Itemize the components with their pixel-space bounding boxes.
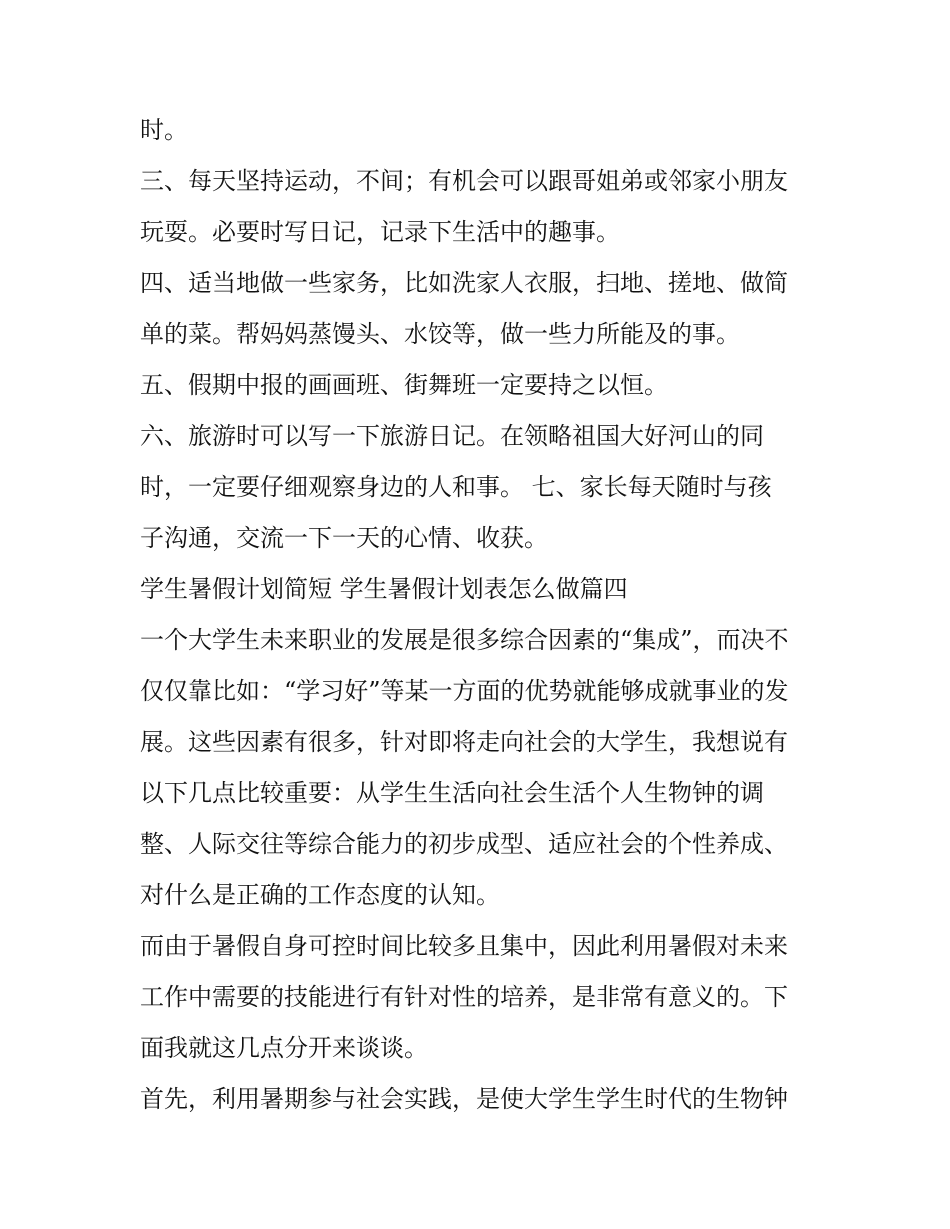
- text-line: 一个大学生未来职业的发展是很多综合因素的“集成”，而决不: [140, 626, 789, 654]
- text-line: 时。: [140, 116, 188, 144]
- text-line: 面我就这几点分开来谈谈。: [140, 1034, 428, 1062]
- text-line: 工作中需要的技能进行有针对性的培养，是非常有意义的。下: [140, 983, 788, 1011]
- text-line: 以下几点比较重要：从学生生活向社会生活个人生物钟的调: [140, 779, 764, 807]
- section-heading: 学生暑假计划简短 学生暑假计划表怎么做篇四: [140, 575, 628, 603]
- text-line: 仅仅靠比如：“学习好”等某一方面的优势就能够成就事业的发: [140, 677, 789, 705]
- text-line: 对什么是正确的工作态度的认知。: [140, 881, 500, 909]
- text-line: 五、假期中报的画画班、街舞班一定要持之以恒。: [140, 371, 668, 399]
- text-line: 子沟通，交流一下一天的心情、收获。: [140, 524, 548, 552]
- text-line: 时，一定要仔细观察身边的人和事。 七、家长每天随时与孩: [140, 473, 772, 501]
- text-line: 单的菜。帮妈妈蒸馒头、水饺等，做一些力所能及的事。: [140, 320, 740, 348]
- text-line: 三、每天坚持运动，不间；有机会可以跟哥姐弟或邻家小朋友: [140, 167, 788, 195]
- text-line: 四、适当地做一些家务，比如洗家人衣服，扫地、搓地、做简: [140, 269, 788, 297]
- text-line: 六、旅游时可以写一下旅游日记。在领略祖国大好河山的同: [140, 422, 764, 450]
- text-line: 玩耍。必要时写日记，记录下生活中的趣事。: [140, 218, 620, 246]
- text-line: 展。这些因素有很多，针对即将走向社会的大学生，我想说有: [140, 728, 788, 756]
- text-line: 首先，利用暑期参与社会实践，是使大学生学生时代的生物钟: [140, 1085, 788, 1113]
- text-line: 整、人际交往等综合能力的初步成型、适应社会的个性养成、: [140, 830, 788, 858]
- text-line: 而由于暑假自身可控时间比较多且集中，因此利用暑假对未来: [140, 932, 788, 960]
- document-body: [140, 105, 820, 1125]
